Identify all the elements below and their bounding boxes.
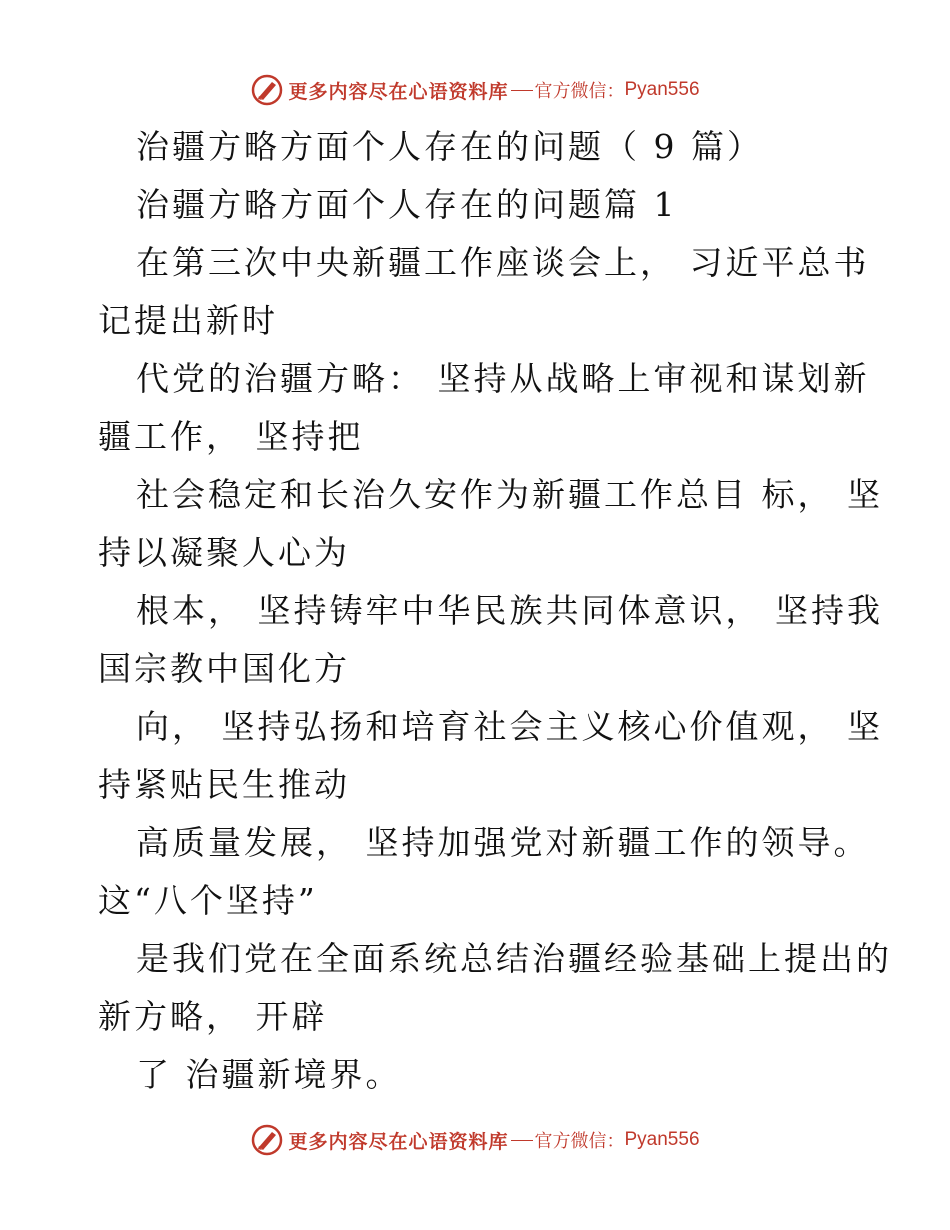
watermark-banner-top bbox=[0, 72, 950, 108]
text-line: 国宗教中国化方 bbox=[98, 649, 350, 688]
watermark-dash bbox=[511, 1140, 533, 1141]
text-line: 社会稳定和长治久安作为新疆工作总目 标， 坚 bbox=[136, 475, 883, 514]
watermark-banner-bottom bbox=[0, 1122, 950, 1158]
watermark-wechat-id: Pyan556 bbox=[624, 79, 700, 100]
text-line: 这“八个坚持” bbox=[98, 881, 318, 920]
pen-logo-icon bbox=[250, 1123, 284, 1157]
text-line: 根本， 坚持铸牢中华民族共同体意识， 坚持我 bbox=[136, 591, 883, 630]
text-line: 疆工作， 坚持把 bbox=[98, 417, 364, 456]
document-body bbox=[98, 118, 892, 1104]
text-line: 持紧贴民生推动 bbox=[98, 765, 350, 804]
watermark-dash bbox=[511, 90, 533, 91]
watermark-text: 更多内容尽在心语资料库 bbox=[288, 80, 509, 103]
text-line: 是我们党在全面系统总结治疆经验基础上提出的 bbox=[136, 939, 892, 978]
text-line: 向， 坚持弘扬和培育社会主义核心价值观， 坚 bbox=[136, 707, 883, 746]
text-line: 了 治疆新境界。 bbox=[136, 1055, 402, 1094]
text-line: 持以凝聚人心为 bbox=[98, 533, 350, 572]
document-title: 治疆方略方面个人存在的问题（ 9 篇） bbox=[136, 127, 763, 166]
watermark-wechat-label: 官方微信： bbox=[534, 81, 625, 102]
text-line: 高质量发展， 坚持加强党对新疆工作的领导。 bbox=[136, 823, 870, 862]
section-heading: 治疆方略方面个人存在的问题篇 1 bbox=[136, 185, 678, 224]
text-line: 新方略， 开辟 bbox=[98, 997, 328, 1036]
text-line: 记提出新时 bbox=[98, 301, 278, 340]
watermark-wechat-label: 官方微信： bbox=[534, 1131, 625, 1152]
watermark-text: 更多内容尽在心语资料库 bbox=[288, 1130, 509, 1153]
text-line: 代党的治疆方略： 坚持从战略上审视和谋划新 bbox=[136, 359, 870, 398]
text-line: 在第三次中央新疆工作座谈会上， 习近平总书 bbox=[136, 243, 870, 282]
pen-logo-icon bbox=[250, 73, 284, 107]
watermark-wechat-id: Pyan556 bbox=[624, 1129, 700, 1150]
